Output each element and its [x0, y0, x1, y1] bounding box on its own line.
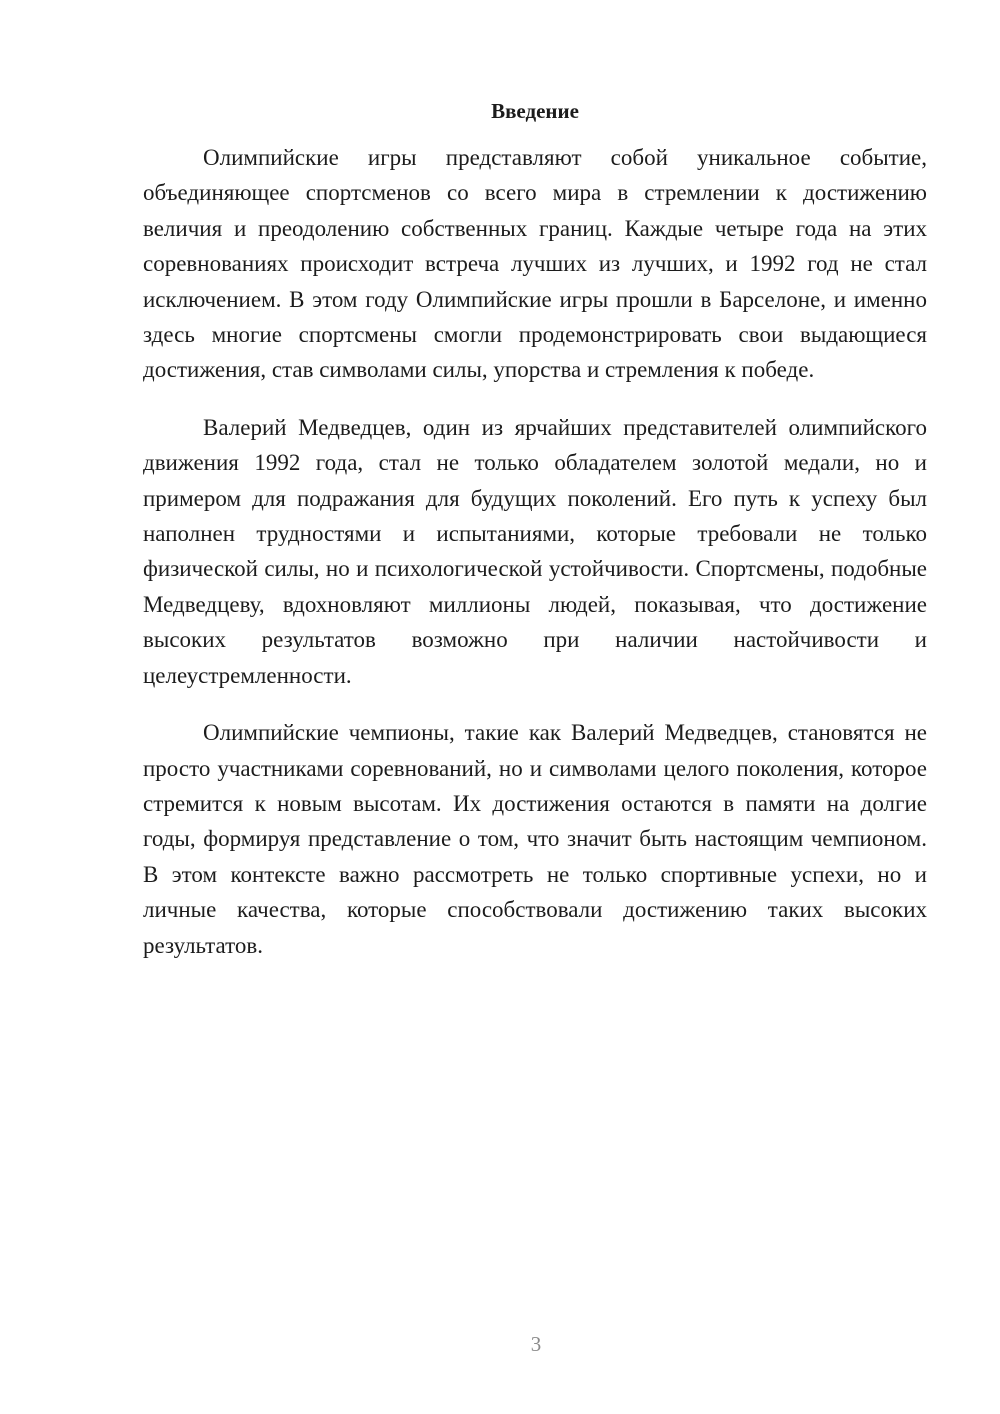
section-heading: Введение [491, 99, 579, 123]
paragraph-spacer [143, 388, 927, 410]
document-body [143, 94, 927, 963]
paragraph-spacer [143, 693, 927, 715]
paragraph-2: Валерий Медведцев, один из ярчайших представителей олимпийского движения 1992 года, стал не только обладателем золотой медали, но и примером для подражания для будущих поколений. Его путь к успеху был наполнен трудностями и испытаниями, которые требовали не только физической силы, но и психологической устойчивости. Спортсмены, подобные Медведцеву, вдохновляют миллионы людей, показывая, что достижение высоких результатов возможно при наличии настойчивости и целеустремленности. [143, 414, 927, 688]
page-number: 3 [530, 1332, 542, 1356]
paragraph-3: Олимпийские чемпионы, такие как Валерий Медведцев, становятся не просто участниками соревнований, но и символами целого поколения, которое стремится к новым высотам. Их достижения остаются в памяти на долгие годы, формируя представление о том, что значит быть настоящим чемпионом. В этом контексте важно рассмотреть не только спортивные успехи, но и личные качества, которые способствовали достижению таких высоких результатов. [143, 720, 927, 958]
paragraph-1: Олимпийские игры представляют собой уникальное событие, объединяющее спортсменов со всего мира в стремлении к достижению величия и преодолению собственных границ. Каждые четыре года на этих соревнованиях происходит встреча лучших из лучших, и 1992 год не стал исключением. В этом году Олимпийские игры прошли в Барселоне, и именно здесь многие спортсмены смогли продемонстрировать свои выдающиеся достижения, став символами силы, упорства и стремления к победе. [143, 145, 927, 383]
